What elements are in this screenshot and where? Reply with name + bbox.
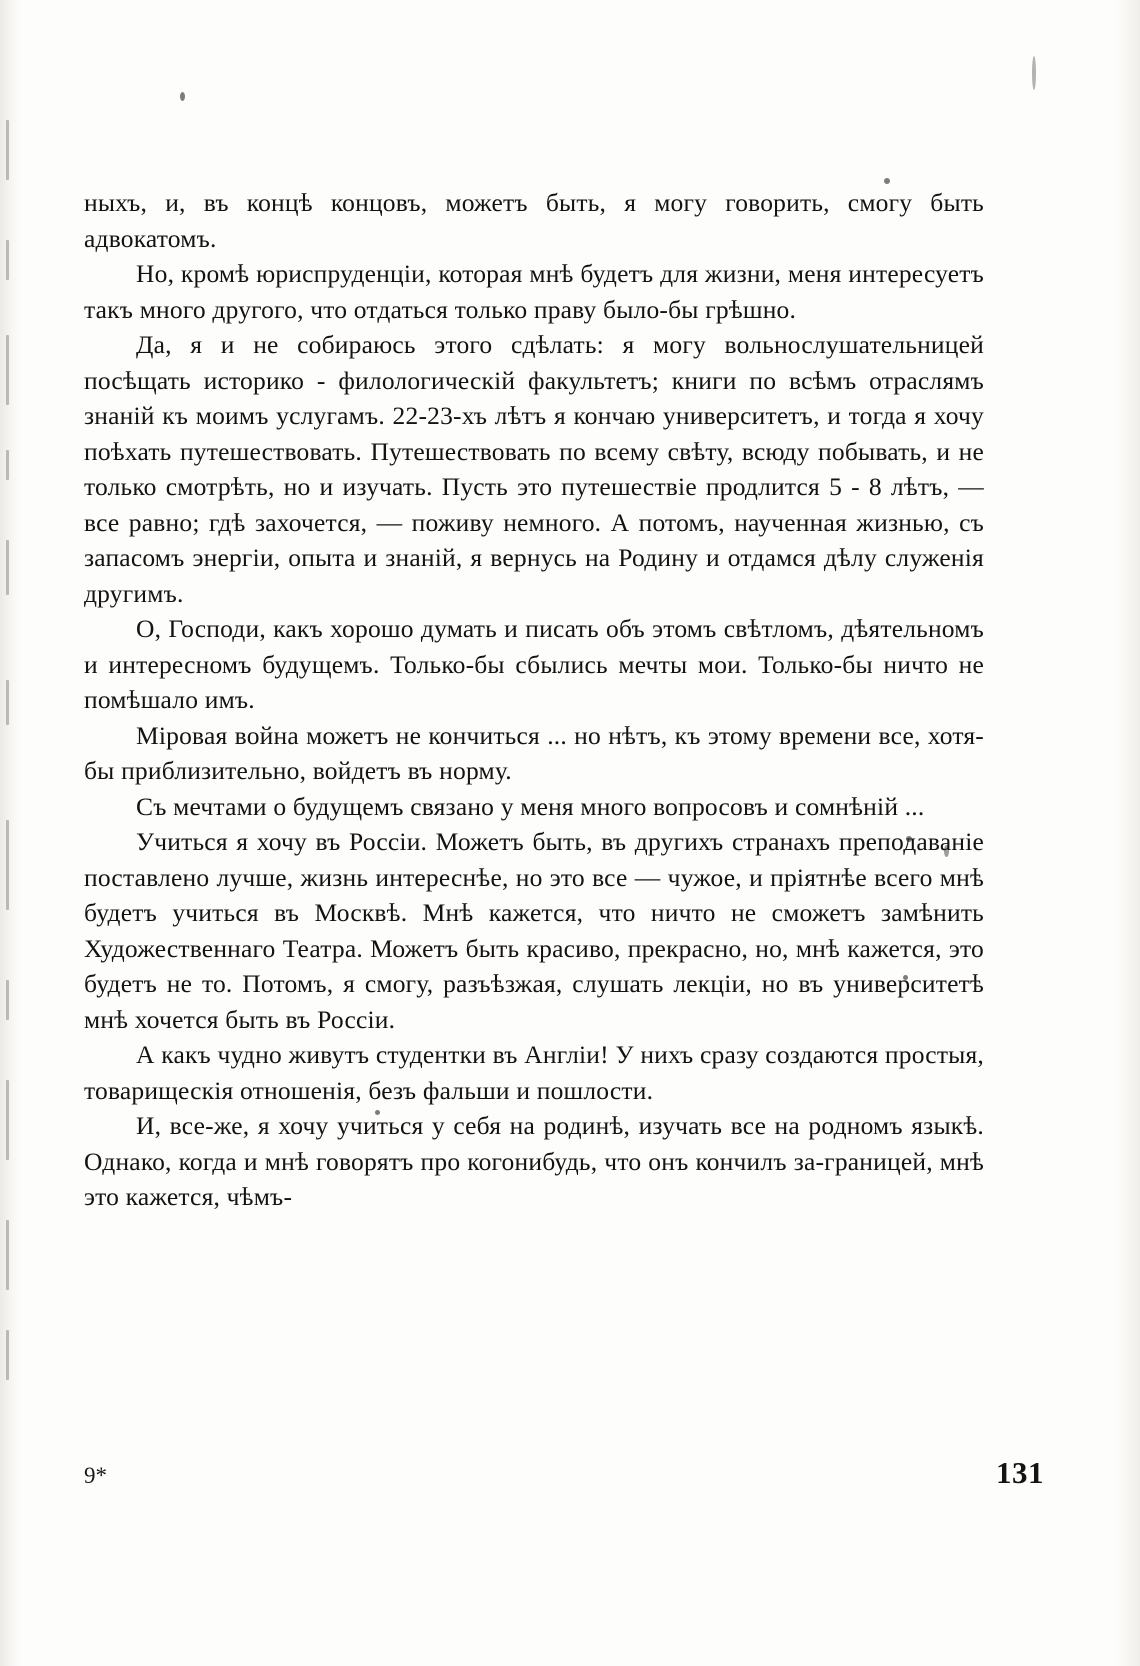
page-footer — [84, 1455, 1044, 1495]
paragraph-2: Но, кромѣ юриспруденціи, которая мнѣ будетъ для жизни, меня интересуетъ такъ много другого, что отдаться только праву было-бы грѣшно. — [84, 259, 984, 324]
paragraph-7: Учиться я хочу въ Россіи. Можетъ быть, въ другихъ странахъ преподаваніе поставлено лучше, жизнь интереснѣе, но это все — чужое, и пріятнѣе всего мнѣ будетъ учиться въ Москвѣ. Мнѣ кажется, что ничто не сможетъ замѣнить Художественнаго Театра. Можетъ быть красиво, прекрасно, но, мнѣ кажется, это будетъ не то. Потомъ, я смогу, разъѣзжая, слушать лекціи, но въ университетѣ мнѣ хочется быть въ Россіи. — [84, 827, 984, 1034]
page-body-text — [84, 185, 984, 1215]
scan-speck — [180, 92, 185, 101]
signature-mark: 9* — [84, 1463, 107, 1488]
scan-speck — [884, 178, 890, 184]
paragraph-9: И, все-же, я хочу учиться у себя на родинѣ, изучать все на родномъ языкѣ. Однако, когда и мнѣ говорятъ про когонибудь, что онъ кончилъ за-границей, мнѣ это кажется, чѣмъ- — [84, 1111, 984, 1211]
paragraph-5: Міровая война можетъ не кончиться ... но нѣтъ, къ этому времени все, хотя-бы приблизительно, войдетъ въ норму. — [84, 720, 984, 785]
page-right-edge-shadow — [1114, 0, 1140, 1666]
page-number: 131 — [996, 1455, 1044, 1490]
binding-marks — [4, 120, 14, 1440]
paragraph-8: А какъ чудно живутъ студентки въ Англіи! У нихъ сразу создаются простыя, товарищескія отношенія, безъ фальши и пошлости. — [84, 1040, 984, 1105]
scan-speck — [1032, 56, 1036, 90]
paragraph-3: Да, я и не собираюсь этого сдѣлать: я могу вольнослушательницей посѣщать историко - филологическій факультетъ; книги по всѣмъ отраслямъ знаній къ моимъ услугамъ. 22-23-хъ лѣтъ я кончаю университетъ, и тогда я хочу поѣхать путешествовать. Путешествовать по всему свѣту, всюду побывать, и не только смотрѣть, но и изучать. Пусть это путешествіе продлится 5 - 8 лѣтъ, — все равно; гдѣ захочется, — поживу немного. А потомъ, наученная жизнью, съ запасомъ энергіи, опыта и знаній, я вернусь на Родину и отдамся дѣлу служенія другимъ. — [84, 330, 984, 608]
paragraph-4: О, Господи, какъ хорошо думать и писать объ этомъ свѣтломъ, дѣятельномъ и интересномъ будущемъ. Только-бы сбылись мечты мои. Только-бы ничто не помѣшало имъ. — [84, 614, 984, 714]
paragraph-6: Съ мечтами о будущемъ связано у меня много вопросовъ и сомнѣній ... — [136, 791, 925, 821]
paragraph-1: ныхъ, и, въ концѣ концовъ, можетъ быть, я могу говорить, смогу быть адвокатомъ. — [84, 188, 984, 253]
